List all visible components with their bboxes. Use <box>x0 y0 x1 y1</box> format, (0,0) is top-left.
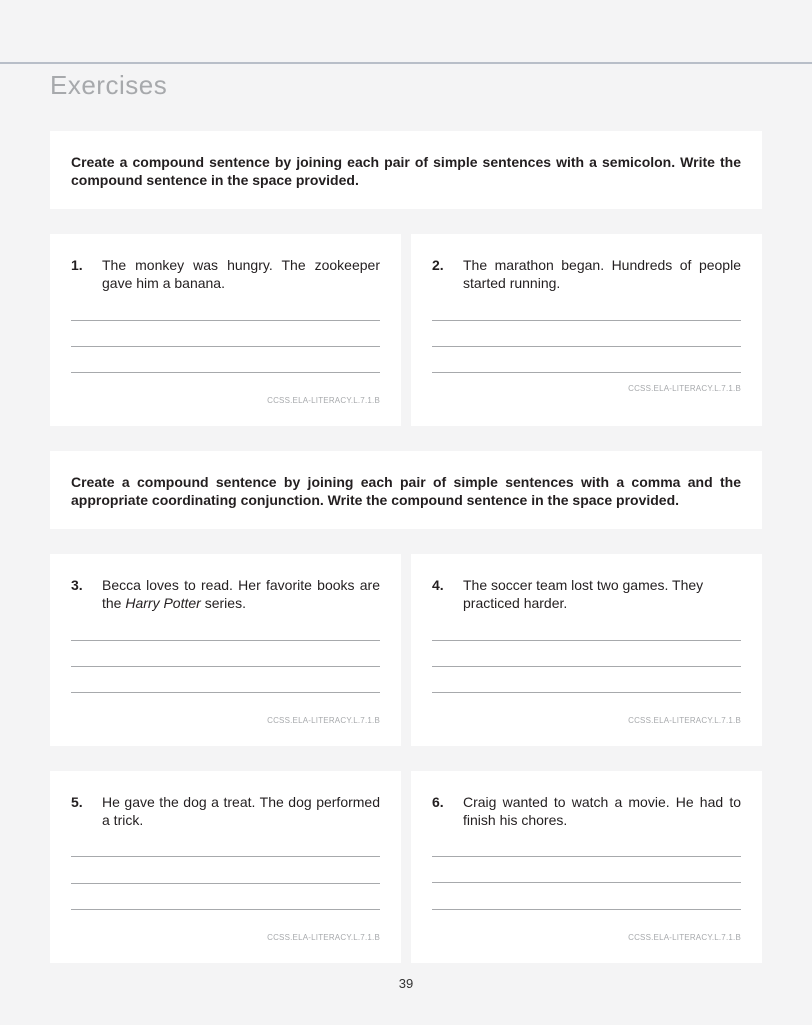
answer-line[interactable] <box>71 372 380 373</box>
answer-line[interactable] <box>432 692 741 693</box>
question-text: The soccer team lost two games. They practiced harder. <box>463 577 704 611</box>
question-prompt <box>432 793 741 829</box>
question-prompt <box>432 576 741 612</box>
question-text: Craig wanted to watch a movie. He had to finish his chores. <box>463 794 741 828</box>
answer-line[interactable] <box>432 856 741 857</box>
question-card-4 <box>411 554 762 746</box>
question-prompt <box>71 576 380 612</box>
section-heading: Exercises <box>50 70 168 100</box>
question-text-end: series. <box>200 595 246 611</box>
answer-line[interactable] <box>432 372 741 373</box>
question-number: 2. <box>432 257 444 273</box>
standard-code: CCSS.ELA-LITERACY.L.7.1.B <box>628 716 741 725</box>
answer-line[interactable] <box>71 856 380 857</box>
answer-line[interactable] <box>432 909 741 910</box>
question-number: 3. <box>71 577 83 593</box>
standard-code: CCSS.ELA-LITERACY.L.7.1.B <box>267 396 380 405</box>
question-card-5 <box>50 771 401 963</box>
question-text-start: Becca loves to read. Her favorite books are the <box>102 577 380 611</box>
question-card-2 <box>411 234 762 426</box>
answer-line[interactable] <box>71 883 380 884</box>
question-number: 5. <box>71 794 83 810</box>
answer-line[interactable] <box>71 346 380 347</box>
answer-line[interactable] <box>71 909 380 910</box>
question-text: He gave the dog a treat. The dog performed a trick. <box>102 794 380 828</box>
answer-line[interactable] <box>432 640 741 641</box>
instruction-box-semicolon: Create a compound sentence by joining each pair of simple sentences with a semicolon. Write the compound sentence in the space provided. <box>50 131 762 209</box>
answer-line[interactable] <box>71 666 380 667</box>
answer-line[interactable] <box>71 640 380 641</box>
question-prompt <box>71 793 380 829</box>
answer-line[interactable] <box>71 320 380 321</box>
question-prompt <box>71 256 380 292</box>
question-text <box>102 576 380 612</box>
question-number: 6. <box>432 794 444 810</box>
question-number: 4. <box>432 577 444 593</box>
answer-line[interactable] <box>71 692 380 693</box>
standard-code: CCSS.ELA-LITERACY.L.7.1.B <box>267 716 380 725</box>
page-number: 39 <box>398 976 414 991</box>
instruction-box-comma-conjunction: Create a compound sentence by joining each pair of simple sentences with a comma and the appropriate coordinating conjunction. Write the compound sentence in the space provided. <box>50 451 762 529</box>
standard-code: CCSS.ELA-LITERACY.L.7.1.B <box>628 384 741 393</box>
answer-line[interactable] <box>432 320 741 321</box>
question-text: The monkey was hungry. The zookeeper gave him a banana. <box>102 257 380 291</box>
question-card-3 <box>50 554 401 746</box>
answer-line[interactable] <box>432 882 741 883</box>
question-card-1 <box>50 234 401 426</box>
question-prompt <box>432 256 741 292</box>
question-card-6 <box>411 771 762 963</box>
answer-line[interactable] <box>432 666 741 667</box>
question-text: The marathon began. Hundreds of people started running. <box>463 257 741 291</box>
standard-code: CCSS.ELA-LITERACY.L.7.1.B <box>267 933 380 942</box>
question-number: 1. <box>71 257 83 273</box>
standard-code: CCSS.ELA-LITERACY.L.7.1.B <box>628 933 741 942</box>
header-rule <box>0 62 812 64</box>
answer-line[interactable] <box>432 346 741 347</box>
book-title: Harry Potter <box>125 595 201 611</box>
